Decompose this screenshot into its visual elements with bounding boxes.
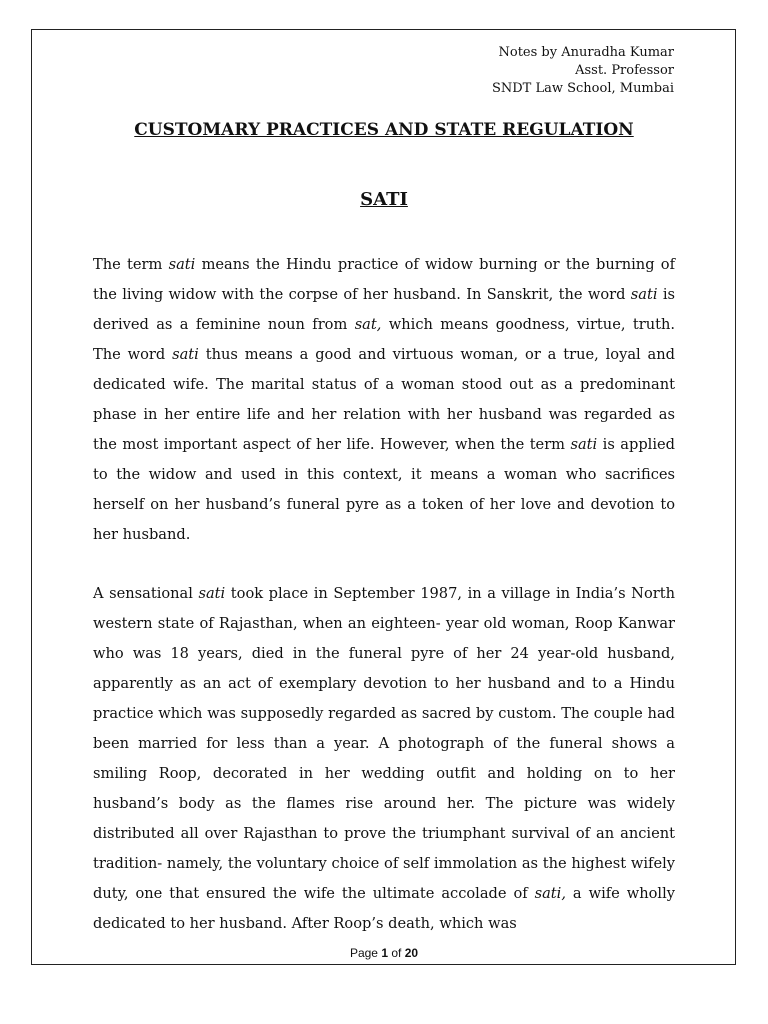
page-current: 1 <box>381 946 388 960</box>
italic-term: sat, <box>354 316 382 333</box>
text-run: a wife wholly dedicated to her husband. After Roop’s death, which was <box>93 885 675 932</box>
text-run: is derived as a feminine noun from <box>93 286 675 333</box>
text-run: A sensational <box>93 585 199 602</box>
author-header <box>492 44 674 98</box>
italic-term: sati, <box>534 885 566 902</box>
text-run: took place in September 1987, in a village in India’s North western state of Rajasthan, when an eighteen- year old woman, Roop Kanwar who was 18 years, died in the funeral pyre of her 24 year-old husband, apparently as an act of exemplary devotion to her husband and to a Hindu practice which was supposedly regarded as sacred by custom. The couple had been married for less than a year. A photograph of the funeral shows a smiling Roop, decorated in her wedding outfit and holding on to her husband’s body as the flames rise around her. The picture was widely distributed all over Rajasthan to prove the triumphant survival of an ancient tradition- namely, the voluntary choice of self immolation as the highest wifely duty, one that ensured the wife the ultimate accolade of <box>93 585 675 902</box>
text-run: thus means a good and virtuous woman, or a true, loyal and dedicated wife. The marital status of a woman stood out as a predominant phase in her entire life and her relation with her husband was regarded as the most important aspect of her life. However, when the term <box>93 346 675 453</box>
page-label: Page <box>349 946 378 960</box>
text-run: The term <box>93 256 169 273</box>
section-title: SATI <box>360 189 408 210</box>
document-title: CUSTOMARY PRACTICES AND STATE REGULATION <box>134 120 634 140</box>
page-footer <box>0 946 768 960</box>
page-total: 20 <box>404 946 419 960</box>
text-run: means the Hindu practice of widow burning or the burning of the living widow with the corpse of her husband. In Sanskrit, the word <box>93 256 675 303</box>
text-run: is applied to the widow and used in this context, it means a woman who sacrifices herself on her husband’s funeral pyre as a token of her love and devotion to her husband. <box>93 436 675 543</box>
author-designation: Asst. Professor <box>575 63 674 78</box>
italic-term: sati <box>630 286 658 303</box>
italic-term: sati <box>570 436 598 453</box>
author-name: Notes by Anuradha Kumar <box>498 45 674 60</box>
author-institution: SNDT Law School, Mumbai <box>491 81 674 96</box>
paragraph-1 <box>93 250 675 550</box>
page-of-label: of <box>391 946 402 960</box>
italic-term: sati <box>168 256 196 273</box>
paragraph-2 <box>93 579 675 939</box>
italic-term: sati <box>172 346 199 363</box>
italic-term: sati <box>198 585 226 602</box>
text-run: which means goodness, virtue, truth. The word <box>93 316 675 363</box>
